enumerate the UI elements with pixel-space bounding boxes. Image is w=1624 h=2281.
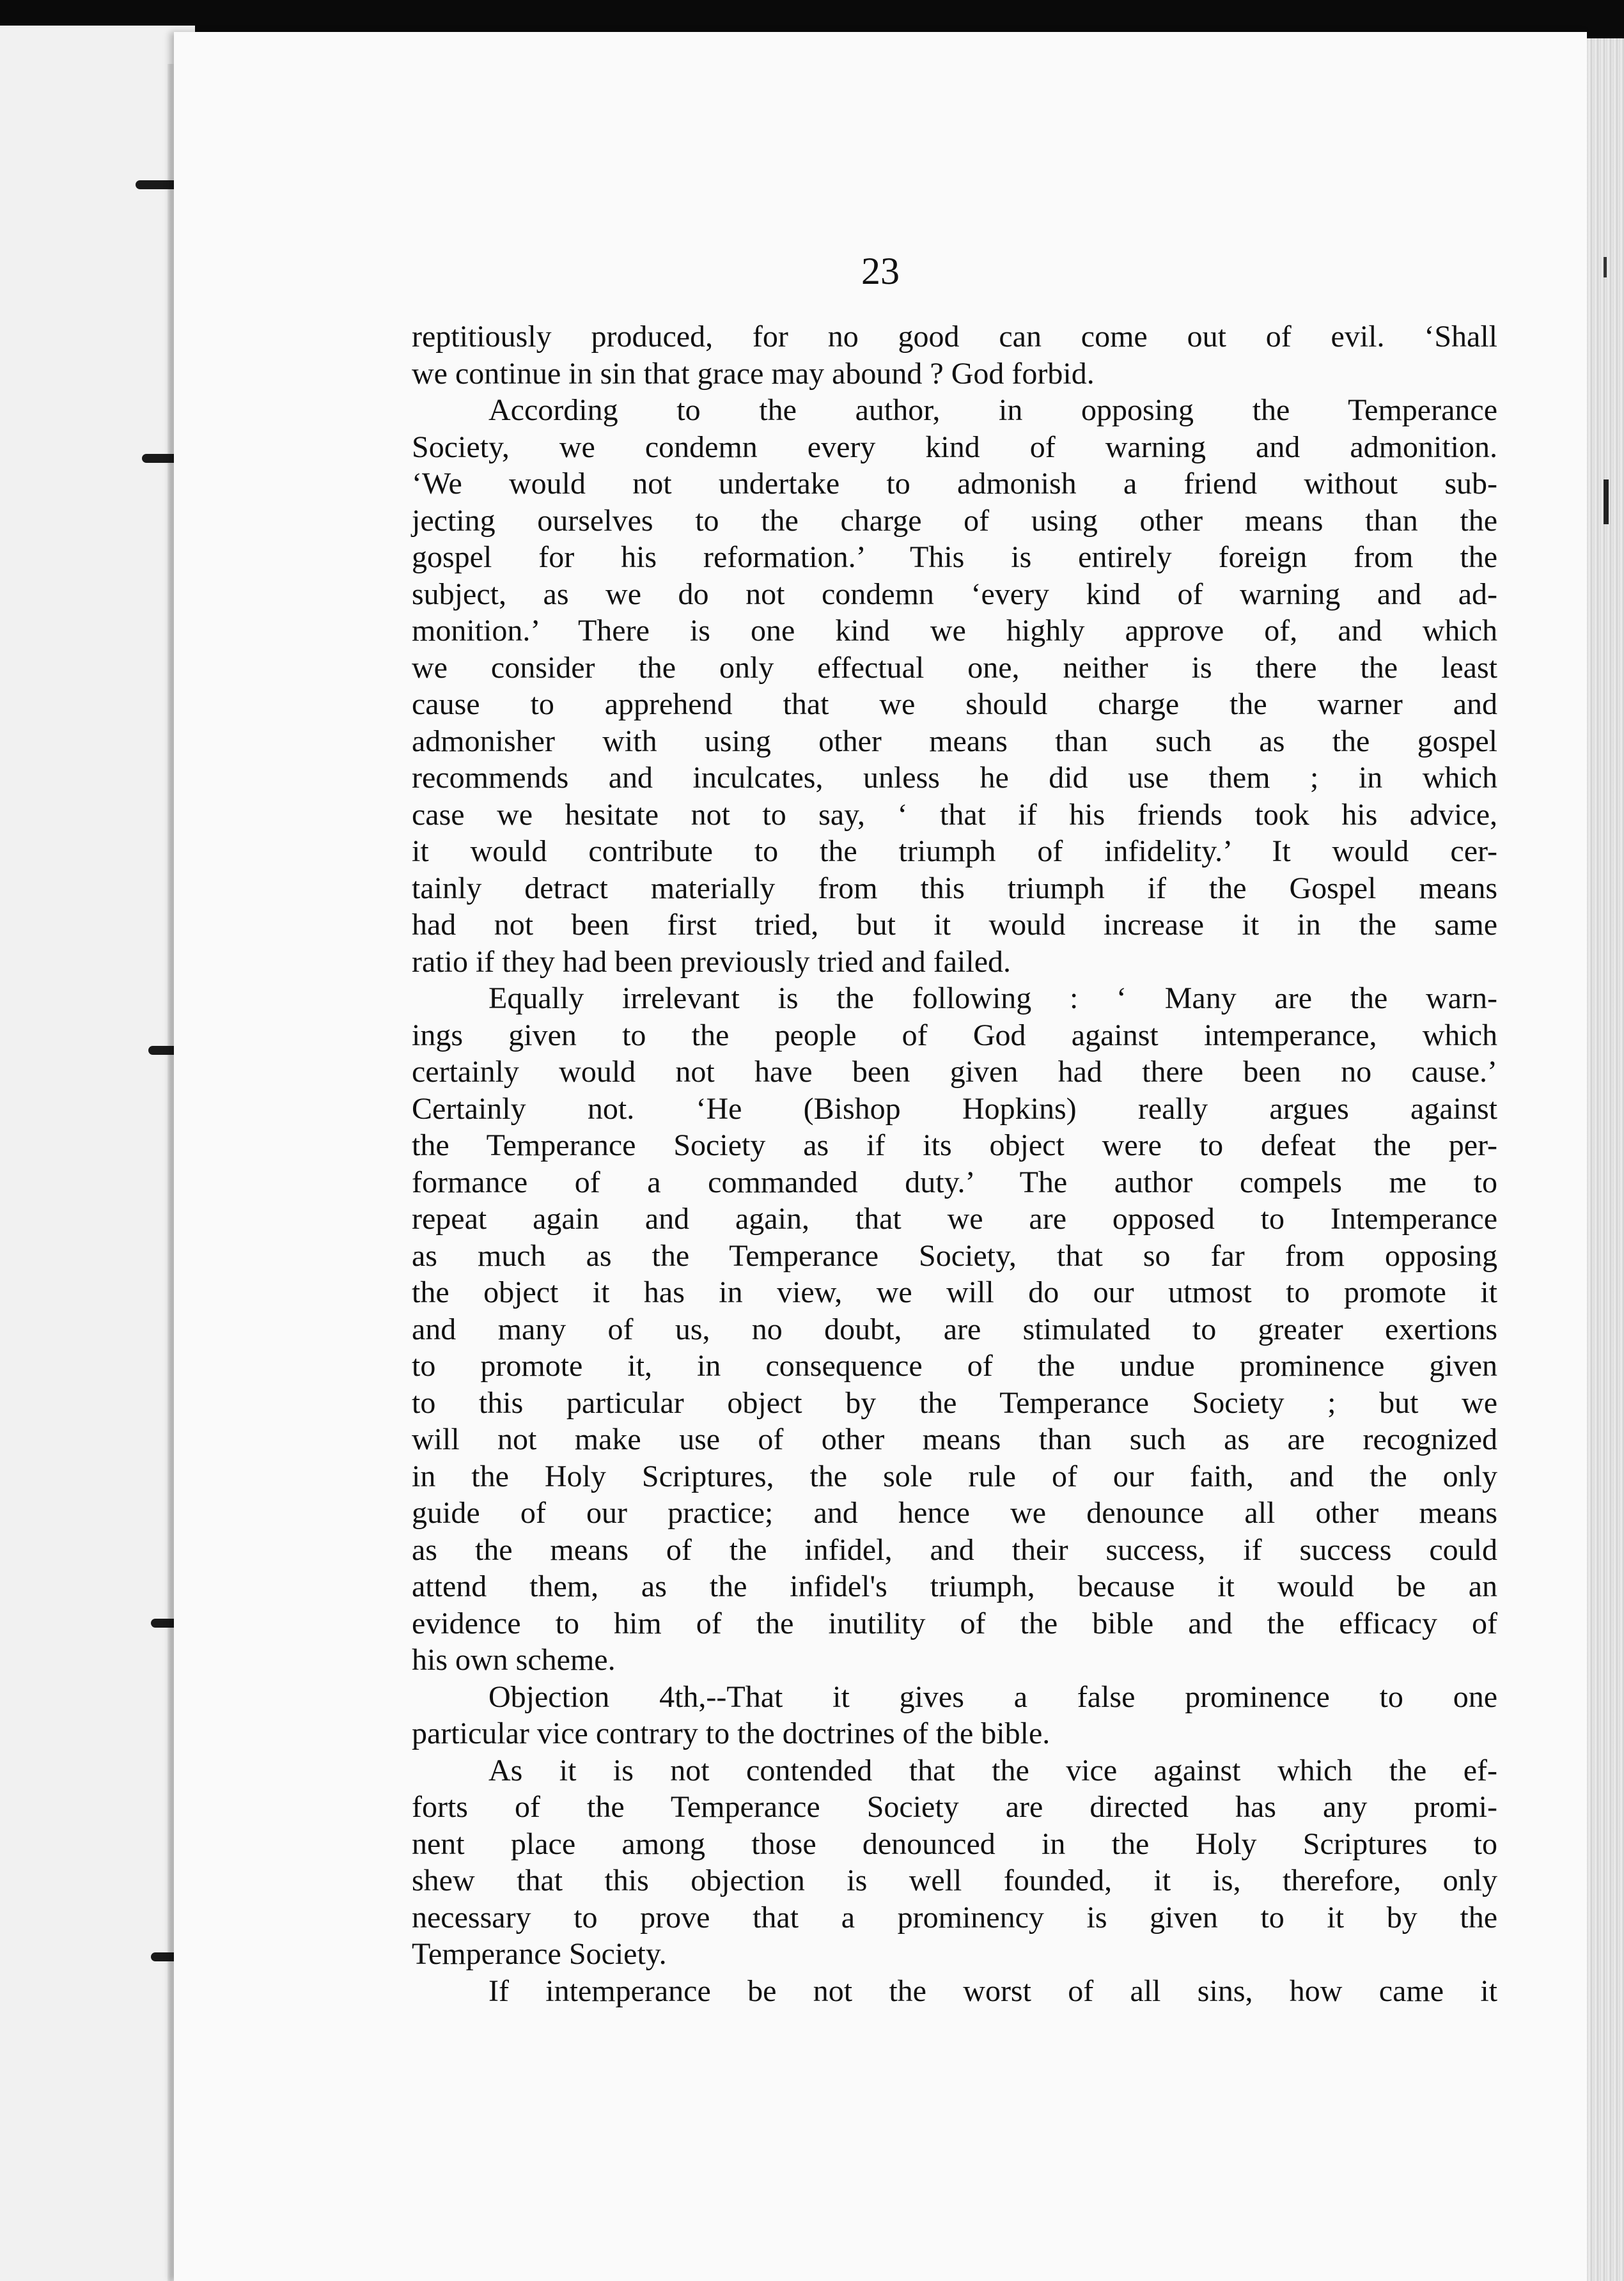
text-line: tainly detract materially from this triumph if the Gospel means — [412, 871, 1497, 905]
text-line: certainly would not have been given had there been no cause.’ — [412, 1055, 1497, 1089]
text-line: repeat again and again, that we are opposed to Intemperance — [412, 1202, 1497, 1236]
text-line: reptitiously produced, for no good can come out of evil. ‘Shall — [412, 320, 1497, 354]
text-line: to this particular object by the Temperance Society ; but we — [412, 1385, 1497, 1420]
text-line: According to the author, in opposing the Temperance — [488, 393, 1497, 427]
text-line: cause to apprehend that we should charge the warner and — [412, 687, 1497, 721]
page-number: 23 — [861, 250, 900, 292]
text-line: attend them, as the infidel's triumph, because it would be an — [412, 1569, 1497, 1603]
text-line: recommends and inculcates, unless he did use them ; in which — [412, 761, 1497, 795]
adjacent-left-page — [0, 26, 195, 2281]
scan-mark — [1604, 479, 1609, 524]
text-line: will not make use of other means than such as are recognized — [412, 1422, 1497, 1456]
text-line: necessary to prove that a prominency is given to it by the — [412, 1900, 1497, 1935]
text-line: particular vice contrary to the doctrines of the bible. — [412, 1717, 1050, 1750]
text-line: as much as the Temperance Society, that so far from opposing — [412, 1238, 1497, 1273]
text-line: shew that this objection is well founded, it is, therefore, only — [412, 1864, 1497, 1897]
text-line: case we hesitate not to say, ‘ that if his friends took his advice, — [412, 797, 1497, 832]
text-line: his own scheme. — [412, 1643, 616, 1677]
scan-mark — [1604, 257, 1607, 277]
body-text — [412, 318, 1497, 2009]
page-edges — [1587, 38, 1624, 2281]
text-line: to promote it, in consequence of the undue prominence given — [412, 1349, 1497, 1383]
text-line: ings given to the people of God against intemperance, which — [412, 1018, 1497, 1052]
text-line: it would contribute to the triumph of infidelity.’ It would cer- — [412, 834, 1497, 868]
text-line: we consider the only effectual one, neither is there the least — [412, 650, 1497, 685]
text-line: evidence to him of the inutility of the bible and the efficacy of — [412, 1606, 1497, 1640]
text-line: in the Holy Scriptures, the sole rule of our faith, and the only — [412, 1459, 1497, 1493]
text-line: we continue in sin that grace may abound ? God forbid. — [412, 356, 1095, 391]
text-line: ratio if they had been previously tried and failed. — [412, 944, 1011, 979]
text-line: and many of us, no doubt, are stimulated to greater exertions — [412, 1312, 1497, 1346]
text-line: formance of a commanded duty.’ The author compels me to — [412, 1165, 1497, 1199]
text-line: as the means of the infidel, and their success, if success could — [412, 1532, 1497, 1567]
book-page — [174, 32, 1587, 2281]
text-line: If intemperance be not the worst of all sins, how came it — [488, 1973, 1497, 2008]
text-line: Society, we condemn every kind of warning and admonition. — [412, 430, 1497, 464]
text-line: nent place among those denounced in the Holy Scriptures to — [412, 1826, 1497, 1861]
text-line: admonisher with using other means than such as the gospel — [412, 724, 1497, 758]
text-line: guide of our practice; and hence we denounce all other means — [412, 1496, 1497, 1530]
text-line: had not been first tried, but it would increase it in the same — [412, 908, 1497, 942]
text-line: subject, as we do not condemn ‘every kind of warning and ad- — [412, 577, 1497, 611]
text-line: forts of the Temperance Society are directed has any promi- — [412, 1790, 1497, 1824]
text-line: Equally irrelevant is the following : ‘ Many are the warn- — [488, 981, 1497, 1015]
text-line: As it is not contended that the vice against which the ef- — [488, 1753, 1497, 1787]
text-line: jecting ourselves to the charge of using other means than the — [412, 503, 1497, 538]
page-fold — [168, 64, 174, 2281]
text-line: ‘We would not undertake to admonish a friend without sub- — [412, 467, 1497, 501]
text-line: monition.’ There is one kind we highly approve of, and which — [412, 614, 1497, 648]
text-line: Certainly not. ‘He (Bishop Hopkins) really argues against — [412, 1091, 1497, 1126]
text-line: Temperance Society. — [412, 1937, 667, 1971]
text-line: gospel for his reformation.’ This is entirely foreign from the — [412, 540, 1497, 574]
text-line: the Temperance Society as if its object were to defeat the per- — [412, 1128, 1497, 1162]
text-line: Objection 4th,--That it gives a false prominence to one — [488, 1679, 1497, 1714]
text-line: the object it has in view, we will do our utmost to promote it — [412, 1275, 1497, 1309]
